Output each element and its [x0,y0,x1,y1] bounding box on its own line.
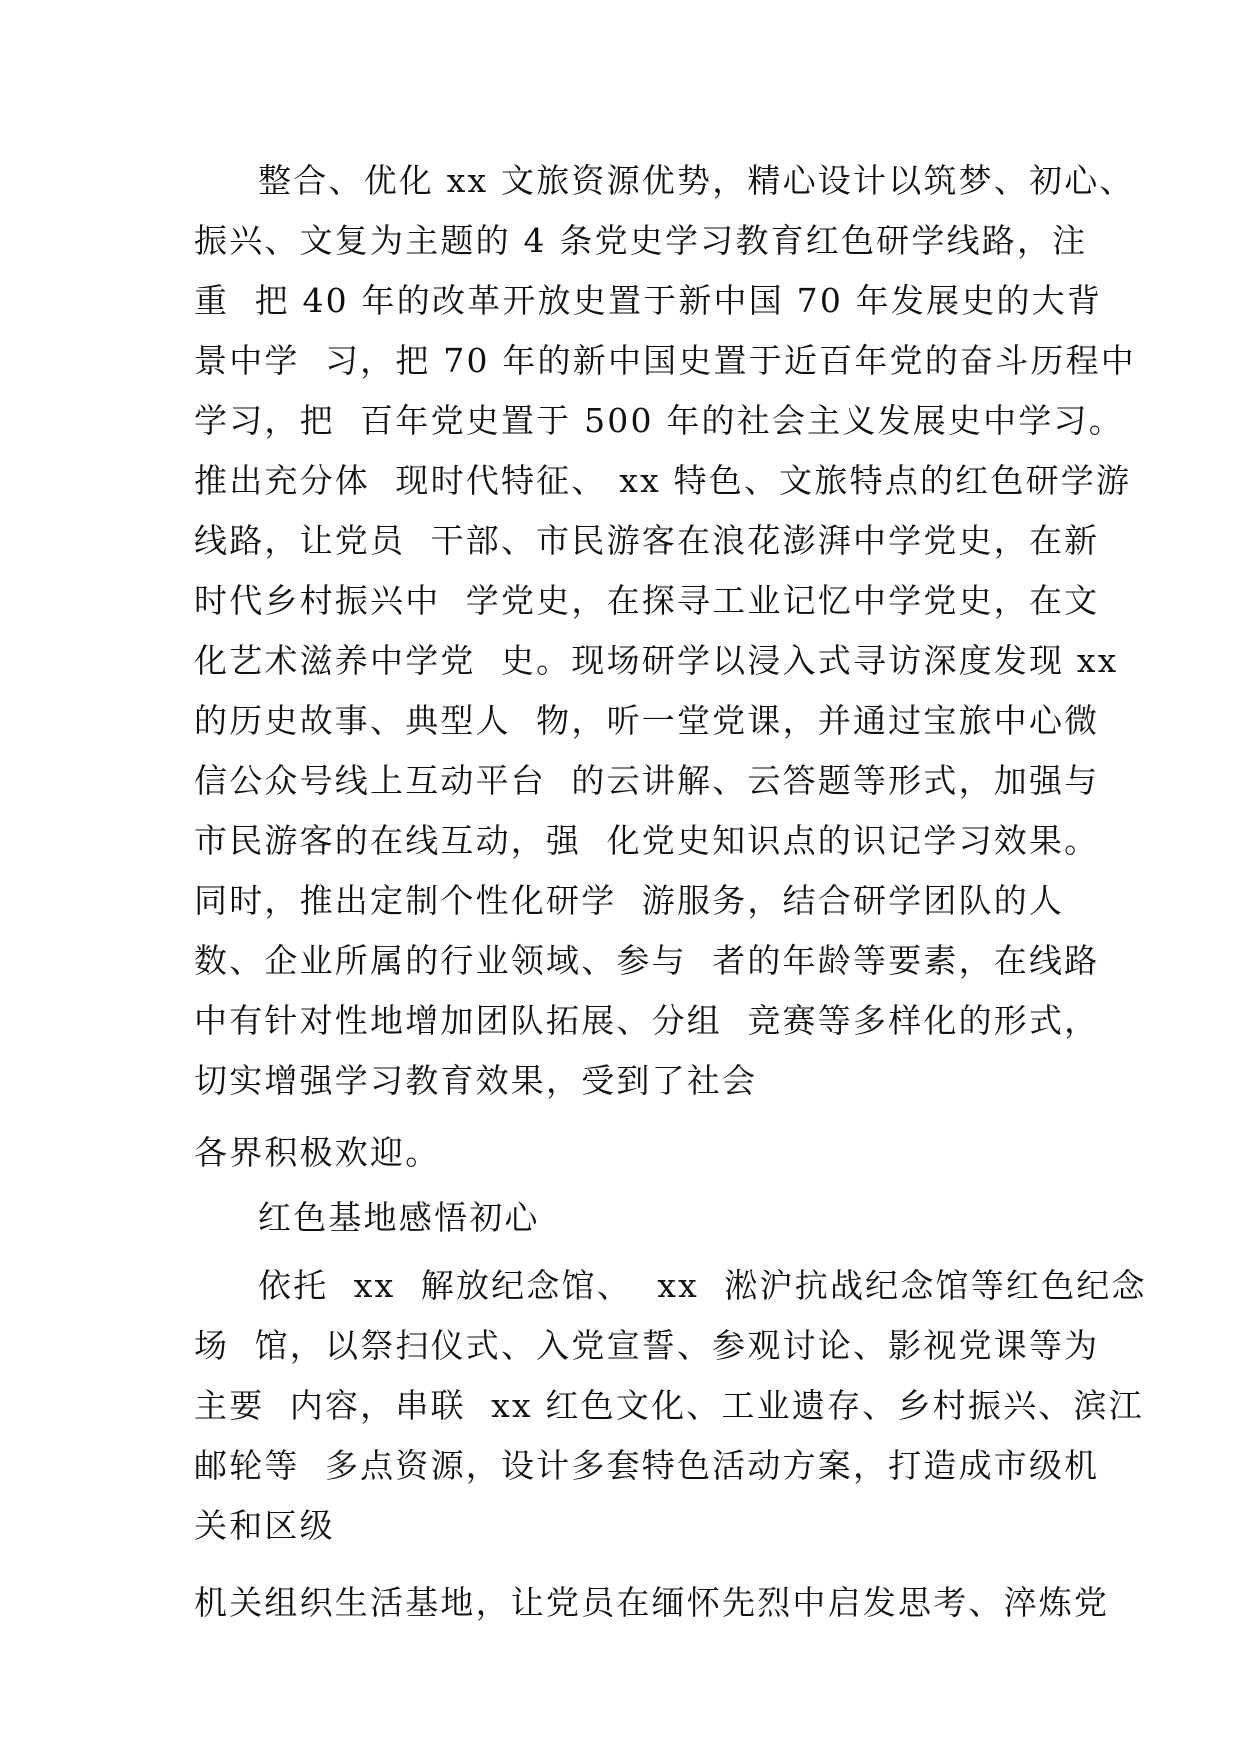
paragraph-line: 振兴、文复为主题的 4 条党史学习教育红色研学线路，注 [194,221,1088,260]
section-heading: 红色基地感悟初心 [258,1198,540,1237]
paragraph-line: 主要 内容，串联 xx 红色文化、工业遗存、乡村振兴、滨江 [194,1386,1144,1425]
paragraph-line: 依托 xx 解放纪念馆、 xx 淞沪抗战纪念馆等红色纪念 [258,1266,1147,1305]
paragraph-line: 信公众号线上互动平台 的云讲解、云答题等形式，加强与 [194,761,1100,800]
paragraph-line: 同时，推出定制个性化研学 游服务，结合研学团队的人 [194,881,1065,920]
paragraph-line: 化艺术滋养中学党 史。现场研学以浸入式寻访深度发现 xx [194,641,1119,680]
paragraph-line: 关和区级 [194,1506,335,1545]
paragraph-line: 中有针对性地增加团队拓展、分组 竞赛等多样化的形式， [194,1001,1100,1040]
paragraph-line: 时代乡村振兴中 学党史，在探寻工业记忆中学党史，在文 [194,581,1100,620]
paragraph-line: 景中学 习，把 70 年的新中国史置于近百年党的奋斗历程中 [194,341,1136,380]
paragraph-line: 切实增强学习教育效果，受到了社会 [194,1061,758,1100]
paragraph-line: 线路，让党员 干部、市民游客在浪花澎湃中学党史，在新 [194,521,1100,560]
paragraph-line: 机关组织生活基地，让党员在缅怀先烈中启发思考、淬炼党 [194,1583,1110,1622]
paragraph-line: 邮轮等 多点资源，设计多套特色活动方案，打造成市级机 [194,1446,1100,1485]
paragraph-line: 数、企业所属的行业领域、参与 者的年龄等要素，在线路 [194,941,1100,980]
paragraph-line: 场 馆，以祭扫仪式、入党宣誓、参观讨论、影视党课等为 [194,1326,1100,1365]
paragraph-line: 推出充分体 现时代特征、 xx 特色、文旅特点的红色研学游 [194,461,1132,500]
paragraph-line: 重 把 40 年的改革开放史置于新中国 70 年发展史的大背 [194,281,1103,320]
paragraph-line: 市民游客的在线互动，强 化党史知识点的识记学习效果。 [194,821,1100,860]
paragraph-line: 学习，把 百年党史置于 500 年的社会主义发展史中学习。 [194,401,1124,440]
paragraph-line: 的历史故事、典型人 物，听一堂党课，并通过宝旅中心微 [194,701,1100,740]
paragraph-line: 整合、优化 xx 文旅资源优势，精心设计以筑梦、初心、 [258,161,1135,200]
paragraph-line: 各界积极欢迎。 [194,1133,441,1172]
